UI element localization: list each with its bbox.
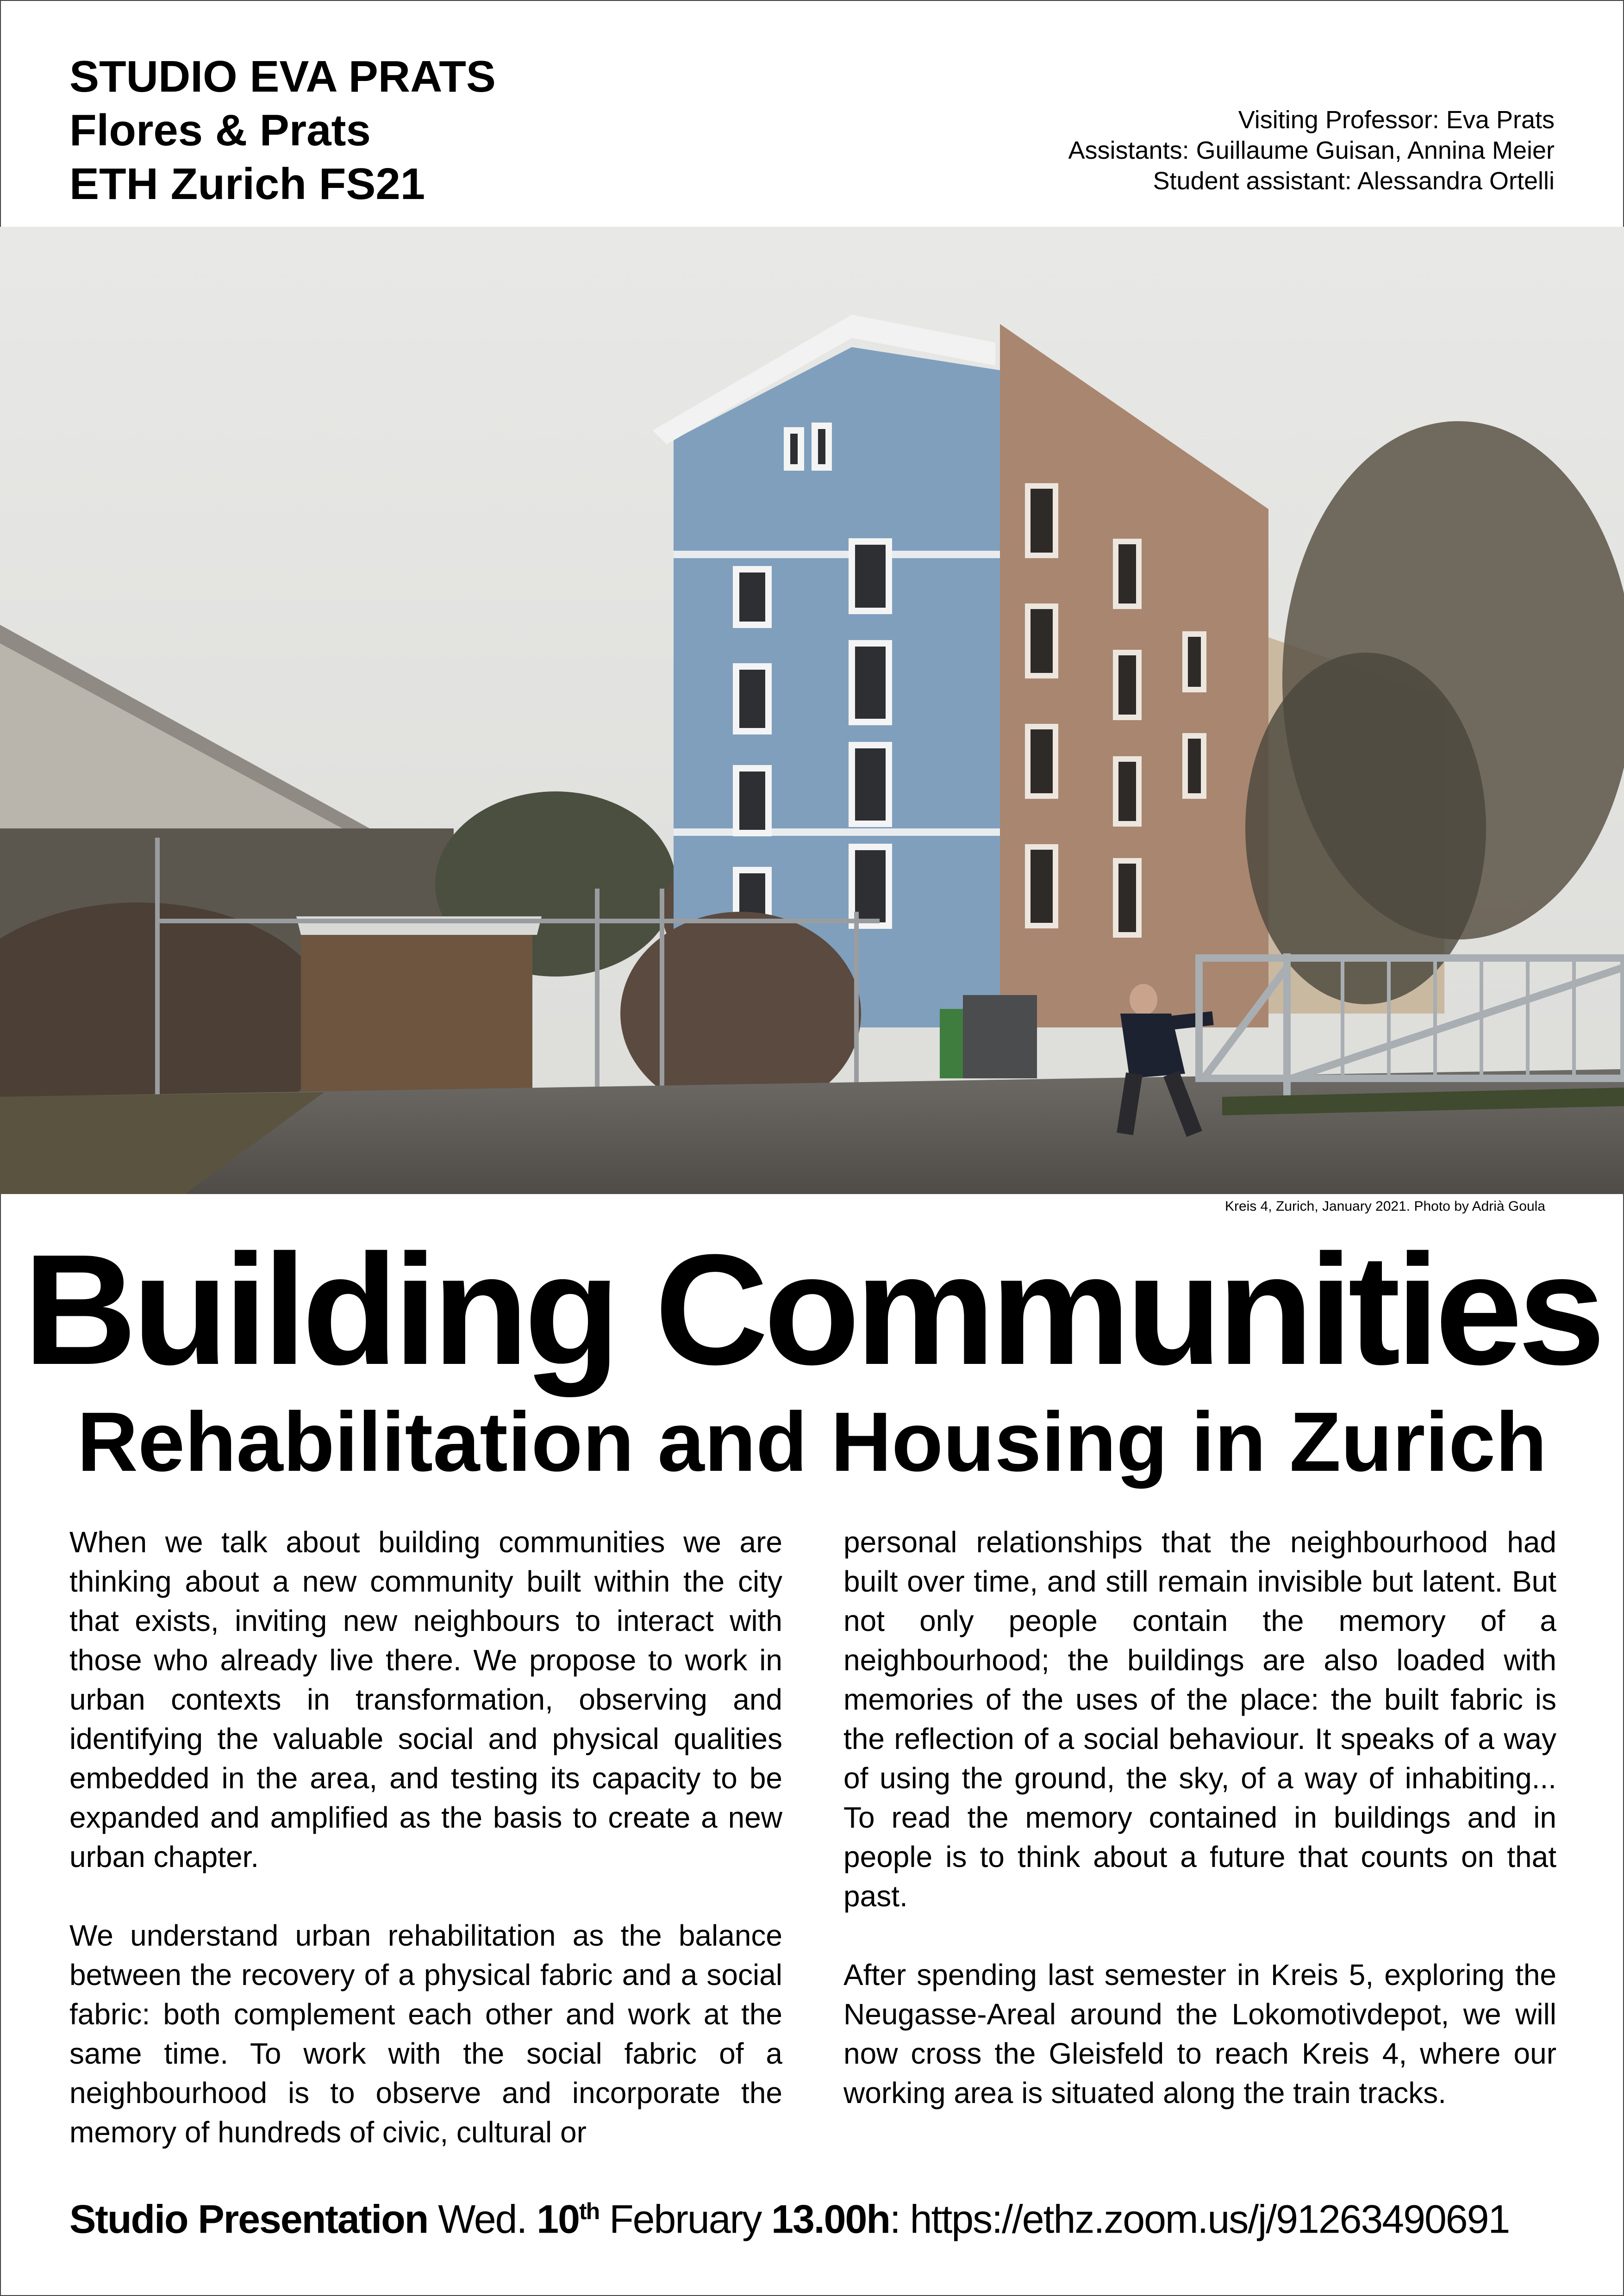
studio-line: Flores & Prats [69,106,371,155]
staff-line: Assistants: Guillaume Guisan, Annina Meier [1068,137,1555,164]
event-time: 13.00h [771,2197,890,2242]
body-paragraph: personal relationships that the neighbourhood had built over time, and still remain invisible but latent. But not only people contain the memory of a neighbourhood; the buildings are also loaded with memories of the uses of the place: the built fabric is the reflection of a social behaviour. It speaks of a way of using the ground, the sky, of a way of inhabiting... To read the memory contained in buildings and in people is to think about a future that counts on that past. [843,1525,1556,1913]
event-month: February [609,2197,762,2242]
event-date-number: 10 [537,2197,579,2242]
event-label: Studio Presentation [69,2197,428,2242]
page-subtitle: Rehabilitation and Housing in Zurich [77,1394,1547,1489]
event-separator: : [889,2197,900,2242]
event-date-suffix: th [579,2198,600,2224]
studio-line: STUDIO EVA PRATS [69,52,496,101]
studio-name [69,50,496,211]
body-paragraph: After spending last semester in Kreis 5, exploring the Neugasse-Areal around the Lokomotivdepot, we will now cross the Gleisfeld to reach Kreis 4, where our working area is situated along the train tracks. [843,1958,1556,2109]
page-title: Building Communities [23,1222,1601,1398]
zoom-link[interactable]: https://ethz.zoom.us/j/91263490691 [910,2197,1510,2242]
presentation-info [69,2188,1509,2243]
staff-line: Visiting Professor: Eva Prats [1238,106,1555,134]
studio-line: ETH Zurich FS21 [69,159,425,209]
event-day: Wed. [438,2197,527,2242]
body-column-left [69,1523,782,2191]
body-paragraph: We understand urban rehabilitation as the balance between the recovery of a physical fabric and a social fabric: both complement each other and work at the same time. To work with the social fabric of a neighbourhood is to observe and incorporate the memory of hundreds of civic, cultural or [69,1919,782,2149]
photo-caption: Kreis 4, Zurich, January 2021. Photo by Adrià Goula [1224,1199,1545,1214]
staff-line: Student assistant: Alessandra Ortelli [1153,167,1555,195]
body-column-right [843,1523,1556,2152]
staff-credits [1068,105,1555,196]
street-photo [0,227,1624,1194]
body-paragraph: When we talk about building communities we are thinking about a new community built within the city that exists, inviting new neighbours to interact with those who already live there. We propose to work in urban contexts in transformation, observing and identifying the valuable social and physical qualities embedded in the area, and testing its capacity to be expanded and amplified as the basis to create a new urban chapter. [69,1525,782,1873]
